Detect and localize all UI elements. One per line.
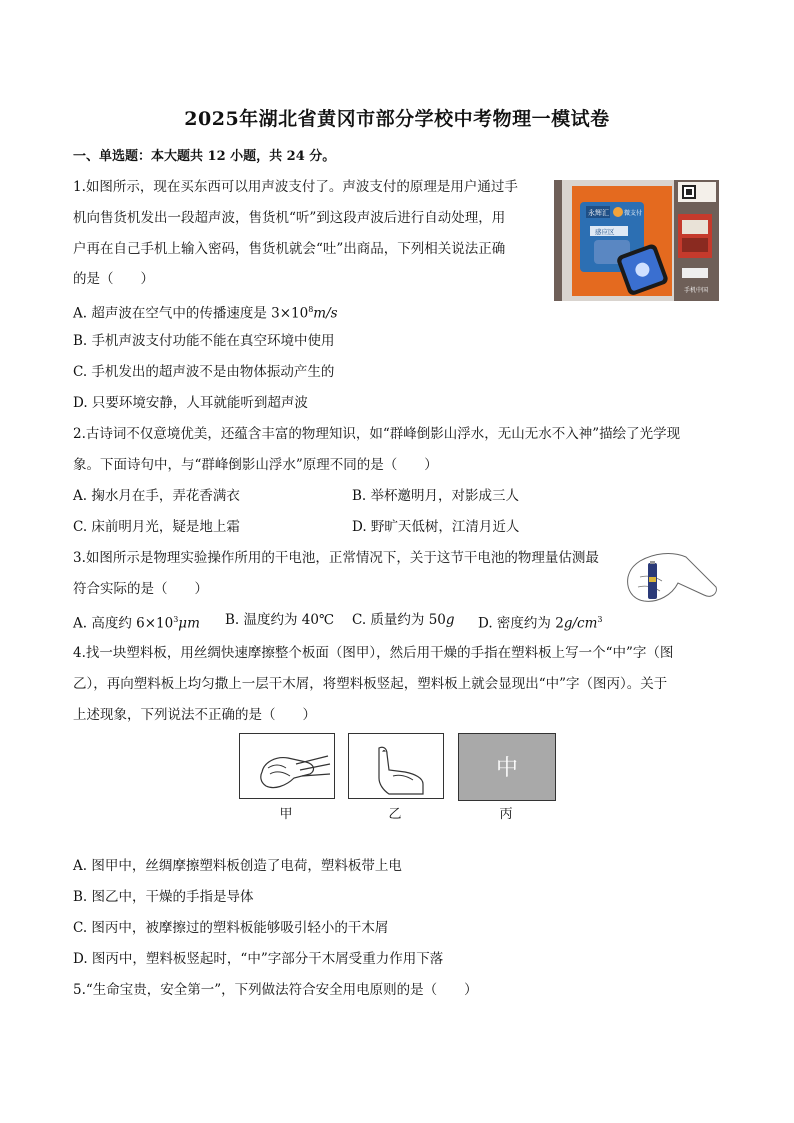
q1-option-d[interactable]: D. 只要环境安静，人耳就能听到超声波 [73,395,308,411]
q1-line-3: 户再在自己手机上输入密码，售货机就会“吐”出商品，下列相关说法正确 [73,241,506,257]
q1-photo-watermark: 手机中国 [684,287,709,294]
q4-figure-bing [458,733,556,801]
q1-option-a-exponent: 8 [308,305,314,314]
q3-option-a[interactable] [73,611,200,633]
q1-line-4: 的是（ ） [73,271,154,287]
q3-option-a-text: A. 高度约 6×10 [73,615,174,632]
q1-photo-brand2-text: 微支付 [624,210,643,217]
q4-line-1: 4.找一块塑料板，用丝绸快速摩擦整个板面（图甲），然后用干燥的手指在塑料板上写一个“中”字（图 [73,645,674,661]
q1-option-a-unit: m/s [313,305,338,322]
page-title: 2025年湖北省黄冈市部分学校中考物理一模试卷 [184,108,610,130]
q4-line-2: 乙），再向塑料板上均匀撒上一层干木屑，将塑料板竖起，塑料板上就会显现出“中”字（图丙）。关于 [73,676,668,692]
section-heading: 一、单选题：本大题共 12 小题，共 24 分。 [73,149,336,164]
q3-option-a-unit: μm [178,615,200,632]
q3-option-a-exponent: 3 [173,615,179,624]
q3-line-2: 符合实际的是（ ） [73,581,208,597]
q4-figure-label-bing: 丙 [499,807,513,822]
q1-option-a[interactable] [73,301,338,323]
q4-option-c[interactable]: C. 图丙中，被摩擦过的塑料板能够吸引轻小的干木屑 [73,920,389,936]
q1-line-2: 机向售货机发出一段超声波，售货机“听”到这段声波后进行自动处理，用 [73,210,506,226]
q2-option-a[interactable]: A. 掬水月在手，弄花香满衣 [73,488,240,504]
q3-option-b[interactable]: B. 温度约为 40℃ [225,612,335,628]
q3-option-d-text: D. 密度约为 2 [478,615,564,632]
q1-vending-machine-photo [554,180,719,301]
q4-figure-yi [348,733,444,799]
q3-option-d-unit: g/cm [563,615,598,632]
q3-option-d[interactable] [478,611,602,633]
q4-option-d[interactable]: D. 图丙中，塑料板竖起时，“中”字部分干木屑受重力作用下落 [73,951,444,967]
q2-line-1: 2.古诗词不仅意境优美，还蕴含丰富的物理知识，如“群峰倒影山浮水，无山无水不入神”描绘了光学现 [73,426,681,442]
q3-option-c-text: C. 质量约为 50 [352,612,446,628]
q2-line-2: 象。下面诗句中，与“群峰倒影山浮水”原理不同的是（ ） [73,457,438,473]
q1-option-a-text: A. 超声波在空气中的传播速度是 3×10 [73,305,309,322]
q2-option-c[interactable]: C. 床前明月光，疑是地上霜 [73,519,240,535]
q1-photo-zone-text: 感应区 [595,228,615,236]
q4-line-3: 上述现象，下列说法不正确的是（ ） [73,707,316,723]
q4-figure-label-jia: 甲 [279,807,293,822]
q1-option-b[interactable]: B. 手机声波支付功能不能在真空环境中使用 [73,333,335,349]
q4-option-b[interactable]: B. 图乙中，干燥的手指是导体 [73,889,254,905]
q1-line-1: 1.如图所示，现在买东西可以用声波支付了。声波支付的原理是用户通过手 [73,179,518,195]
q3-option-d-exponent: 3 [597,615,603,624]
q3-option-c-unit: g [445,612,455,628]
q2-option-b[interactable]: B. 举杯邀明月，对影成三人 [352,488,520,504]
q4-option-a[interactable]: A. 图甲中，丝绸摩擦塑料板创造了电荷，塑料板带上电 [73,858,402,874]
q1-option-c[interactable]: C. 手机发出的超声波不是由物体振动产生的 [73,364,335,380]
q4-figure-jia [239,733,335,799]
q3-battery-in-hand-image [620,547,720,609]
q4-figure-label-yi: 乙 [388,807,402,822]
q1-photo-brand-text: 永辉汇 [588,209,609,217]
q3-line-1: 3.如图所示是物理实验操作所用的干电池，正常情况下，关于这节干电池的物理量估测最 [73,550,599,566]
q4-figure-bing-char: 中 [495,756,518,781]
q2-option-d[interactable]: D. 野旷天低树，江清月近人 [352,519,520,535]
q5-line-1: 5.“生命宝贵，安全第一”，下列做法符合安全用电原则的是（ ） [73,982,478,998]
q3-option-c[interactable] [352,611,455,629]
